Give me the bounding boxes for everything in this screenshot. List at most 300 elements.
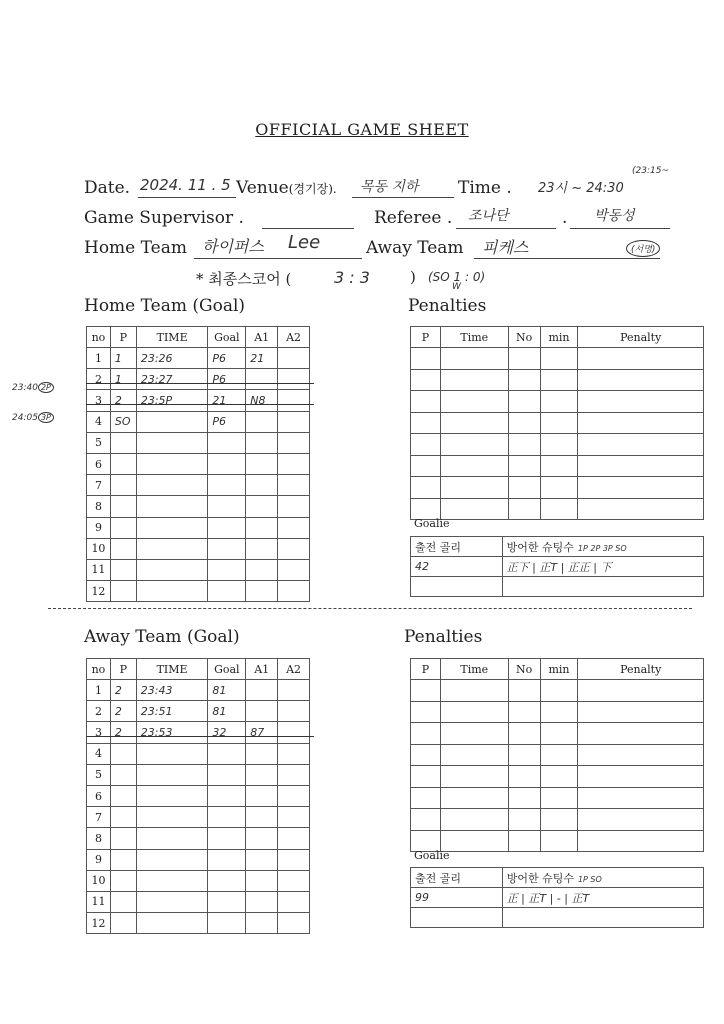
row-time: 23:43 (136, 680, 208, 701)
final-score-value: 3 : 3 (334, 268, 370, 287)
row-no: 5 (87, 432, 111, 453)
row-a1 (246, 828, 278, 849)
row-a1 (246, 849, 278, 870)
row-a2 (278, 432, 310, 453)
away-goal-table (86, 658, 310, 934)
away-goalie-table (410, 867, 704, 928)
table-row (87, 743, 310, 764)
penalty-cell (578, 391, 704, 413)
penalty-cell (540, 348, 578, 370)
table-row (87, 722, 310, 743)
penalty-cell (540, 455, 578, 477)
row-a2 (278, 743, 310, 764)
row-a2 (278, 828, 310, 849)
row-period (110, 849, 136, 870)
row-a2 (278, 475, 310, 496)
penalty-cell (440, 498, 508, 520)
col-time: TIME (136, 659, 208, 680)
table-row (87, 870, 310, 891)
row-period (110, 743, 136, 764)
penalty-cell (411, 455, 441, 477)
row-time (136, 870, 208, 891)
penalty-cell (508, 766, 540, 788)
row-period (110, 496, 136, 517)
penalty-row (411, 723, 704, 745)
row-a2 (278, 764, 310, 785)
row-period (110, 559, 136, 580)
penalty-cell (411, 391, 441, 413)
penalty-cell (578, 455, 704, 477)
row-goal (208, 517, 246, 538)
col-a2: A2 (278, 327, 310, 348)
penalty-cell (540, 412, 578, 434)
penalty-cell (508, 348, 540, 370)
row-goal (208, 453, 246, 474)
row-period (110, 538, 136, 559)
row-a2 (278, 348, 310, 369)
row-a2 (278, 701, 310, 722)
row-a2 (278, 870, 310, 891)
row-period (110, 891, 136, 912)
row-time (136, 475, 208, 496)
home-penalty-table (410, 326, 704, 520)
table-row (87, 913, 310, 934)
row-goal (208, 559, 246, 580)
table-row (87, 432, 310, 453)
penalty-row (411, 744, 704, 766)
row-time (136, 411, 208, 432)
penalty-cell (411, 787, 441, 809)
table-row (87, 807, 310, 828)
penalty-cell (540, 369, 578, 391)
penalty-cell (440, 434, 508, 456)
home-penalties-label: Penalties (408, 296, 487, 316)
row-goal (208, 581, 246, 602)
row-a1 (246, 411, 278, 432)
pen-col-penalty: Penalty (578, 659, 704, 680)
row-a2 (278, 411, 310, 432)
away-goalie-tally: 正 | 正T | - | 正T (502, 888, 703, 908)
row-goal: 81 (208, 680, 246, 701)
penalty-cell (411, 477, 441, 499)
home-team-label: Home Team (84, 238, 187, 258)
away-ink-line (86, 736, 314, 737)
pen-col-min: min (540, 327, 578, 348)
row-goal: P6 (208, 411, 246, 432)
row-a2 (278, 891, 310, 912)
row-goal (208, 538, 246, 559)
goalie-col-player: 출전 골리 (411, 868, 503, 888)
penalty-row (411, 455, 704, 477)
penalty-row (411, 412, 704, 434)
row-no: 12 (87, 581, 111, 602)
col-a1: A1 (246, 327, 278, 348)
penalty-cell (440, 477, 508, 499)
row-goal (208, 432, 246, 453)
penalty-cell (508, 680, 540, 702)
penalty-cell (508, 830, 540, 852)
row-a2 (278, 496, 310, 517)
row-time (136, 764, 208, 785)
penalty-cell (440, 348, 508, 370)
pen-col-time: Time (440, 327, 508, 348)
pen-col-penalty: Penalty (578, 327, 704, 348)
home-ink-line-2 (86, 404, 314, 405)
away-penalties-label: Penalties (404, 627, 483, 647)
col-a2: A2 (278, 659, 310, 680)
row-time (136, 581, 208, 602)
table-row (87, 453, 310, 474)
row-no: 7 (87, 807, 111, 828)
penalty-row (411, 477, 704, 499)
home-side-note-2: 24:05 3P (12, 412, 54, 423)
row-a1 (246, 764, 278, 785)
penalty-cell (540, 477, 578, 499)
penalty-cell (440, 391, 508, 413)
row-goal: 81 (208, 701, 246, 722)
row-no: 12 (87, 913, 111, 934)
penalty-row (411, 809, 704, 831)
penalty-cell (508, 369, 540, 391)
row-no: 5 (87, 764, 111, 785)
penalty-cell (578, 701, 704, 723)
row-time: 23:27 (136, 369, 208, 390)
row-period: 2 (110, 701, 136, 722)
penalty-cell (578, 830, 704, 852)
row-a1 (246, 496, 278, 517)
goalie-col-player: 출전 골리 (411, 537, 503, 557)
row-no: 9 (87, 849, 111, 870)
row-a2 (278, 722, 310, 743)
row-period (110, 807, 136, 828)
row-a1: 21 (246, 348, 278, 369)
pen-col-no: No (508, 659, 540, 680)
penalty-row (411, 498, 704, 520)
home-goal-header (87, 327, 310, 348)
row-a1 (246, 807, 278, 828)
row-a1 (246, 369, 278, 390)
home-goalie-number: 42 (411, 557, 503, 577)
penalty-cell (540, 701, 578, 723)
penalty-cell (578, 369, 704, 391)
final-score-label: * 최종스코어 ( (196, 270, 292, 288)
row-time (136, 517, 208, 538)
penalty-cell (578, 498, 704, 520)
penalty-row (411, 348, 704, 370)
penalty-cell (411, 348, 441, 370)
penalty-cell (578, 680, 704, 702)
penalty-cell (508, 455, 540, 477)
row-time (136, 453, 208, 474)
row-time: 23:51 (136, 701, 208, 722)
col-period: P (110, 327, 136, 348)
row-goal (208, 785, 246, 806)
table-row (87, 828, 310, 849)
row-period (110, 432, 136, 453)
row-a1 (246, 538, 278, 559)
row-no: 2 (87, 369, 111, 390)
row-a2 (278, 849, 310, 870)
penalty-cell (440, 809, 508, 831)
away-team-value: 피케스 (482, 238, 529, 257)
row-no: 9 (87, 517, 111, 538)
row-a1: N8 (246, 390, 278, 411)
row-goal (208, 764, 246, 785)
home-ink-line-1 (86, 383, 314, 384)
row-period (110, 828, 136, 849)
penalty-row (411, 701, 704, 723)
row-a2 (278, 807, 310, 828)
row-goal: P6 (208, 369, 246, 390)
table-row (87, 764, 310, 785)
table-row (87, 559, 310, 580)
penalty-cell (440, 680, 508, 702)
row-no: 4 (87, 743, 111, 764)
row-no: 7 (87, 475, 111, 496)
col-no: no (87, 659, 111, 680)
penalty-cell (508, 787, 540, 809)
home-team-value: 하이퍼스 (202, 237, 264, 256)
row-no: 1 (87, 680, 111, 701)
penalty-row (411, 434, 704, 456)
row-goal (208, 496, 246, 517)
col-goal: Goal (208, 327, 246, 348)
row-period (110, 785, 136, 806)
final-score-close: ) (410, 268, 416, 286)
row-a2 (278, 581, 310, 602)
row-period (110, 581, 136, 602)
penalty-cell (508, 498, 540, 520)
referee-2: 박동성 (594, 208, 635, 224)
table-row (87, 785, 310, 806)
referee-1: 조나단 (468, 208, 509, 224)
col-period: P (110, 659, 136, 680)
row-goal (208, 891, 246, 912)
penalty-cell (508, 434, 540, 456)
row-time (136, 828, 208, 849)
table-row (87, 348, 310, 369)
row-period (110, 475, 136, 496)
table-row (87, 891, 310, 912)
penalty-cell (578, 434, 704, 456)
penalty-cell (440, 723, 508, 745)
row-no: 6 (87, 785, 111, 806)
row-time: 23:26 (136, 348, 208, 369)
home-side-note-1: 23:40 2P (12, 382, 54, 393)
table-row (87, 390, 310, 411)
penalty-cell (540, 787, 578, 809)
row-period (110, 913, 136, 934)
row-time (136, 849, 208, 870)
venue-value: 목동 지하 (360, 179, 419, 195)
goalie-col-saves: 방어한 슈팅수 1P SO (502, 868, 703, 888)
row-goal (208, 828, 246, 849)
penalty-row (411, 369, 704, 391)
penalty-cell (540, 766, 578, 788)
penalty-cell (508, 391, 540, 413)
table-row (87, 475, 310, 496)
row-a1 (246, 475, 278, 496)
home-goalie-label: Goalie (414, 517, 450, 530)
penalty-cell (411, 369, 441, 391)
away-signature: (서명) (626, 240, 660, 257)
row-no: 3 (87, 390, 111, 411)
time-note: (23:15~ (632, 166, 669, 176)
row-no: 8 (87, 496, 111, 517)
row-no: 3 (87, 722, 111, 743)
row-a2 (278, 453, 310, 474)
row-a1 (246, 432, 278, 453)
time-value: 23시 ~ 24:30 (538, 181, 624, 196)
row-time (136, 559, 208, 580)
penalty-cell (411, 809, 441, 831)
so-winner-mark: W (452, 282, 461, 292)
penalty-cell (440, 701, 508, 723)
penalty-cell (411, 412, 441, 434)
penalty-row (411, 830, 704, 852)
penalty-cell (508, 701, 540, 723)
penalty-cell (508, 412, 540, 434)
row-goal (208, 743, 246, 764)
row-period: 1 (110, 348, 136, 369)
row-goal (208, 870, 246, 891)
row-no: 1 (87, 348, 111, 369)
penalty-cell (578, 348, 704, 370)
penalty-cell (540, 434, 578, 456)
row-a2 (278, 517, 310, 538)
row-goal (208, 913, 246, 934)
col-a1: A1 (246, 659, 278, 680)
penalty-cell (578, 477, 704, 499)
away-goalie-label: Goalie (414, 849, 450, 862)
penalty-cell (411, 680, 441, 702)
sheet-title: OFFICIAL GAME SHEET (255, 120, 469, 139)
penalty-row (411, 787, 704, 809)
row-period (110, 453, 136, 474)
table-row (87, 517, 310, 538)
row-time (136, 913, 208, 934)
row-goal: 32 (208, 722, 246, 743)
row-time: 23:53 (136, 722, 208, 743)
away-goalie-number: 99 (411, 888, 503, 908)
row-no: 6 (87, 453, 111, 474)
date-label: Date. (84, 178, 131, 198)
row-no: 11 (87, 559, 111, 580)
pen-col-time: Time (440, 659, 508, 680)
row-a1: 87 (246, 722, 278, 743)
row-period: 2 (110, 390, 136, 411)
table-row (87, 538, 310, 559)
row-period (110, 517, 136, 538)
penalty-cell (440, 830, 508, 852)
row-a1 (246, 559, 278, 580)
table-row (87, 680, 310, 701)
row-period: 1 (110, 369, 136, 390)
penalty-cell (440, 744, 508, 766)
penalty-cell (411, 701, 441, 723)
row-time: 23:5P (136, 390, 208, 411)
row-a2 (278, 369, 310, 390)
pen-col-p: P (411, 659, 441, 680)
penalty-cell (440, 787, 508, 809)
penalty-cell (540, 830, 578, 852)
penalty-row (411, 391, 704, 413)
col-time: TIME (136, 327, 208, 348)
row-time (136, 891, 208, 912)
home-goal-section-label: Home Team (Goal) (84, 296, 246, 316)
date-value: 2024. 11 . 5 (140, 176, 231, 194)
row-a1 (246, 581, 278, 602)
row-goal (208, 475, 246, 496)
row-period: 2 (110, 680, 136, 701)
row-a1 (246, 913, 278, 934)
row-no: 4 (87, 411, 111, 432)
penalty-cell (440, 766, 508, 788)
row-period (110, 764, 136, 785)
penalty-cell (508, 744, 540, 766)
table-row (87, 849, 310, 870)
col-no: no (87, 327, 111, 348)
penalty-row (411, 766, 704, 788)
penalty-cell (540, 809, 578, 831)
pen-col-min: min (540, 659, 578, 680)
home-goal-table (86, 326, 310, 602)
penalty-cell (411, 744, 441, 766)
row-no: 10 (87, 870, 111, 891)
penalty-cell (540, 391, 578, 413)
table-row (87, 701, 310, 722)
penalty-row (411, 680, 704, 702)
row-no: 10 (87, 538, 111, 559)
row-a2 (278, 390, 310, 411)
row-goal (208, 849, 246, 870)
row-a2 (278, 913, 310, 934)
time-label: Time . (458, 178, 512, 198)
row-a1 (246, 517, 278, 538)
penalty-cell (540, 680, 578, 702)
penalty-cell (578, 744, 704, 766)
away-goal-section-label: Away Team (Goal) (84, 627, 240, 647)
referee-label: Referee . (374, 208, 453, 228)
penalty-cell (440, 369, 508, 391)
row-no: 2 (87, 701, 111, 722)
col-goal: Goal (208, 659, 246, 680)
pen-col-no: No (508, 327, 540, 348)
row-time (136, 538, 208, 559)
penalty-cell (578, 412, 704, 434)
row-a1 (246, 701, 278, 722)
row-period (110, 870, 136, 891)
penalty-cell (411, 434, 441, 456)
row-a1 (246, 453, 278, 474)
venue-label: Venue(경기장). (236, 178, 337, 198)
goalie-col-saves: 방어한 슈팅수 1P 2P 3P SO (502, 537, 703, 557)
table-row (87, 411, 310, 432)
row-no: 11 (87, 891, 111, 912)
row-a1 (246, 785, 278, 806)
row-time (136, 743, 208, 764)
row-a1 (246, 870, 278, 891)
so-note: (SO 1 : 0) (428, 270, 486, 284)
penalty-cell (440, 412, 508, 434)
row-a2 (278, 785, 310, 806)
pen-col-p: P (411, 327, 441, 348)
table-row (87, 496, 310, 517)
home-signature: Lee (288, 232, 321, 253)
row-time (136, 807, 208, 828)
row-time (136, 785, 208, 806)
penalty-cell (411, 723, 441, 745)
